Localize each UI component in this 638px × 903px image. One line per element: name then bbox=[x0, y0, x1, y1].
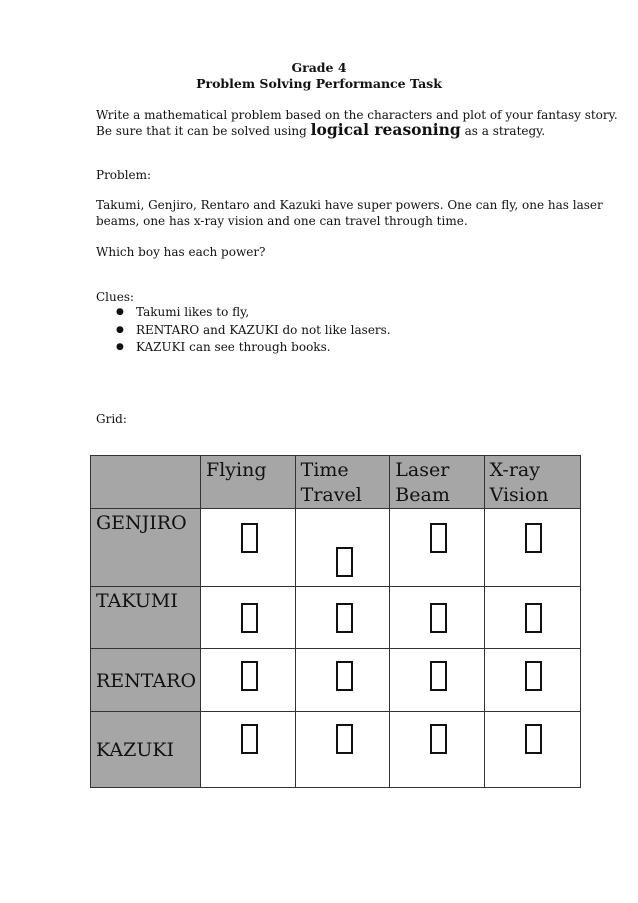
row-label: TAKUMI bbox=[91, 587, 201, 649]
column-header-line: X-ray bbox=[489, 459, 540, 481]
column-header-line: Laser bbox=[395, 459, 450, 481]
logic-grid bbox=[90, 455, 581, 788]
clues-list bbox=[96, 304, 391, 357]
column-header-laser-beam bbox=[390, 456, 484, 509]
grid-cell[interactable] bbox=[201, 509, 296, 587]
instruction-text-a: Be sure that it can be solved using bbox=[96, 124, 311, 138]
empty-box-icon bbox=[525, 603, 542, 633]
grid-row-takumi bbox=[91, 587, 581, 649]
grid-cell[interactable] bbox=[390, 712, 484, 788]
empty-box-icon bbox=[430, 603, 447, 633]
grid-cell[interactable] bbox=[295, 712, 390, 788]
clue-item: ● KAZUKI can see through books. bbox=[96, 339, 391, 357]
grid-cell[interactable] bbox=[484, 587, 580, 649]
column-header-xray-vision bbox=[484, 456, 580, 509]
empty-box-icon bbox=[430, 661, 447, 691]
grade-heading: Grade 4 bbox=[291, 60, 347, 75]
grid-cell[interactable] bbox=[484, 509, 580, 587]
column-header-line: Travel bbox=[300, 484, 362, 506]
empty-box-icon bbox=[336, 547, 353, 577]
column-header-time-travel bbox=[295, 456, 390, 509]
instruction-emphasis: logical reasoning bbox=[310, 120, 461, 139]
column-header-line: Beam bbox=[395, 484, 450, 506]
empty-box-icon bbox=[525, 724, 542, 754]
problem-question: Which boy has each power? bbox=[96, 245, 266, 259]
empty-box-icon bbox=[241, 724, 258, 754]
grid-cell[interactable] bbox=[295, 649, 390, 712]
row-label: KAZUKI bbox=[91, 712, 201, 788]
column-header-line: Time bbox=[300, 459, 349, 481]
clue-item: ● Takumi likes to fly, bbox=[96, 304, 391, 322]
problem-line-1: Takumi, Genjiro, Rentaro and Kazuki have super powers. One can fly, one has laser bbox=[96, 198, 603, 212]
empty-box-icon bbox=[241, 603, 258, 633]
grid-row-genjiro bbox=[91, 509, 581, 587]
empty-box-icon bbox=[336, 603, 353, 633]
instruction-text-b: as a strategy. bbox=[460, 124, 546, 138]
grid-cell[interactable] bbox=[201, 587, 296, 649]
grid-corner bbox=[91, 456, 201, 509]
row-label: RENTARO bbox=[91, 649, 201, 712]
instruction-line-1: Write a mathematical problem based on the characters and plot of your fantasy story. bbox=[96, 108, 618, 122]
grid-cell[interactable] bbox=[201, 649, 296, 712]
grid-cell[interactable] bbox=[295, 509, 390, 587]
empty-box-icon bbox=[241, 661, 258, 691]
grid-cell[interactable] bbox=[390, 509, 484, 587]
grid-label: Grid: bbox=[96, 412, 127, 426]
clues-label: Clues: bbox=[96, 290, 135, 304]
grid-cell[interactable] bbox=[484, 649, 580, 712]
empty-box-icon bbox=[430, 523, 447, 553]
row-label: GENJIRO bbox=[91, 509, 201, 587]
column-header-flying bbox=[201, 456, 296, 509]
empty-box-icon bbox=[525, 661, 542, 691]
grid-row-rentaro bbox=[91, 649, 581, 712]
empty-box-icon bbox=[241, 523, 258, 553]
grid-cell[interactable] bbox=[390, 649, 484, 712]
problem-line-2: beams, one has x-ray vision and one can travel through time. bbox=[96, 214, 468, 228]
problem-label: Problem: bbox=[96, 168, 152, 182]
instruction-line-2 bbox=[96, 121, 576, 140]
grid-cell[interactable] bbox=[295, 587, 390, 649]
grid-cell[interactable] bbox=[201, 712, 296, 788]
grid-cell[interactable] bbox=[484, 712, 580, 788]
grid-header-row bbox=[91, 456, 581, 509]
empty-box-icon bbox=[336, 661, 353, 691]
column-header-line: Vision bbox=[489, 484, 549, 506]
task-title: Problem Solving Performance Task bbox=[196, 76, 442, 91]
grid-row-kazuki bbox=[91, 712, 581, 788]
empty-box-icon bbox=[430, 724, 447, 754]
empty-box-icon bbox=[336, 724, 353, 754]
clue-item: ● RENTARO and KAZUKI do not like lasers. bbox=[96, 322, 391, 340]
column-header-line: Flying bbox=[206, 459, 267, 481]
empty-box-icon bbox=[525, 523, 542, 553]
grid-cell[interactable] bbox=[390, 587, 484, 649]
